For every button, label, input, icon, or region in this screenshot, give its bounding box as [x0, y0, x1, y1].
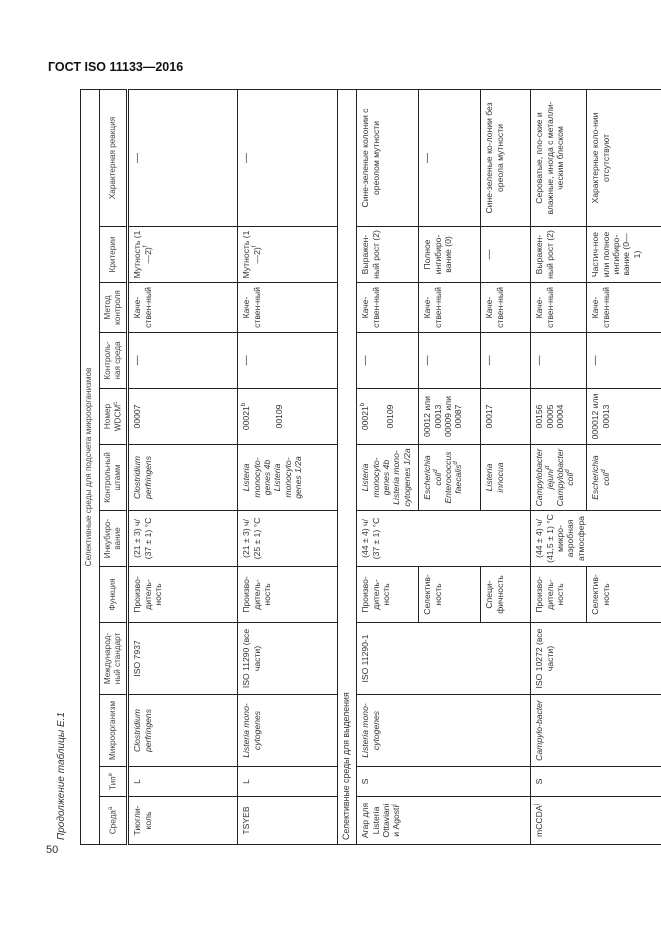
cell-medium: mCCDA$^j$ — [531, 797, 661, 845]
rotated-table-container — [80, 90, 642, 845]
section-row-isolation — [338, 90, 357, 845]
table-row — [128, 90, 238, 845]
col-header-function: Функция — [100, 567, 128, 623]
cell-control-strain: Escherichia coli$^d$ Enterococcus faecalis$^d$ — [419, 445, 481, 511]
cell-incubation: (44 ± 4) ч/ (41,5 ± 1) °C микро-аэробная атмосфера — [531, 511, 661, 567]
col-header-medium: Среда$^a$ — [100, 797, 128, 845]
cell-control-strain: Listeria innocua — [481, 445, 531, 511]
cell-function: Произво-дитель-ность — [238, 567, 338, 623]
cell-wdcm: 000012 или 00013 — [587, 389, 661, 445]
cell-microorganism: Campylo-bacter — [531, 695, 661, 767]
col-header-microorganism: Микроорганизм — [100, 695, 128, 767]
cell-criteria: — — [481, 227, 531, 283]
cell-standard: ISO 7937 — [128, 623, 238, 695]
cell-wdcm: 00017 — [481, 389, 531, 445]
col-header-wdcm: Номер WDCM$^c$ — [100, 389, 128, 445]
col-header-criteria: Критерии — [100, 227, 128, 283]
cell-control-strain: Listeria monocyto-genes 4b Listeria mono-cytogenes 1/2a — [357, 445, 419, 511]
cell-reaction: — — [238, 90, 338, 227]
cell-microorganism: Listeria mono-cytogenes — [357, 695, 531, 767]
cell-incubation: (21 ± 3) ч/ (37 ± 1) °C — [128, 511, 238, 567]
cell-reaction: Сине-зеленые колонии с ореолом мутности — [357, 90, 419, 227]
cell-wdcm: 00021$^b$ 00109 — [238, 389, 338, 445]
cell-function: Селектив-ность — [419, 567, 481, 623]
cell-function: Специ-фичность — [481, 567, 531, 623]
table-continuation-label: Продолжение таблицы Е.1 — [56, 712, 67, 840]
cell-control-medium: — — [531, 333, 587, 389]
cell-control-medium: — — [481, 333, 531, 389]
cell-criteria: Мутность (1—2)$^f$ — [238, 227, 338, 283]
cell-medium: Агар для Listeria Ottaviani и Agosti$^j$ — [357, 797, 531, 845]
cell-microorganism: Listeria mono-cytogenes — [238, 695, 338, 767]
cell-reaction: — — [419, 90, 481, 227]
cell-microorganism: Clostridium perfringens — [128, 695, 238, 767]
cell-wdcm: 00012 или 00013 00009 или 00087 — [419, 389, 481, 445]
section-heading-isolation: Селективные среды для выделения — [338, 90, 357, 845]
cell-reaction: Сероватые, пло-ские и влажные, иногда с металли-ческим блеском — [531, 90, 587, 227]
cell-reaction: Характерные коло-нии отсутствуют — [587, 90, 661, 227]
table-row — [357, 90, 419, 845]
cell-wdcm: 00007 — [128, 389, 238, 445]
col-header-control-strain: Контрольный штамм — [100, 445, 128, 511]
cell-reaction: — — [128, 90, 238, 227]
cell-type: S — [531, 767, 661, 797]
col-header-method: Метод контроля — [100, 283, 128, 333]
cell-control-strain: Campylobacter jejuni$^d$ Campylobacter coli$^d$ — [531, 445, 587, 511]
cell-function: Произво-дитель-ность — [128, 567, 238, 623]
table-row — [238, 90, 338, 845]
cell-type: L — [128, 767, 238, 797]
cell-medium: Тиогли-коль — [128, 797, 238, 845]
cell-method: Каче-ствен-ный — [481, 283, 531, 333]
cell-control-medium: — — [357, 333, 419, 389]
cell-control-strain: Clostridium perfringens — [128, 445, 238, 511]
cell-standard: ISO 11290-1 — [357, 623, 531, 695]
cell-type: S — [357, 767, 531, 797]
header-row — [100, 90, 128, 845]
cell-method: Каче-ствен-ный — [238, 283, 338, 333]
cell-method: Каче-ствен-ный — [531, 283, 587, 333]
cell-criteria: Мутность (1—2)$^f$ — [128, 227, 238, 283]
cell-control-medium: — — [238, 333, 338, 389]
cell-function: Селектив-ность — [587, 567, 661, 623]
media-table — [80, 89, 661, 845]
cell-standard: ISO 10272 (все части) — [531, 623, 661, 695]
cell-control-strain: Escherichia coli$^d$ — [587, 445, 661, 511]
cell-type: L — [238, 767, 338, 797]
cell-standard: ISO 11290 (все части) — [238, 623, 338, 695]
cell-criteria: Выражен-ный рост (2) — [357, 227, 419, 283]
table-row — [531, 90, 587, 845]
cell-reaction: Сине-зеленые ко-лонии без ореола мутности — [481, 90, 531, 227]
col-header-type: Тип$^e$ — [100, 767, 128, 797]
cell-criteria: Частич-ное или полное ингибиро-вание (0—1) — [587, 227, 661, 283]
cell-wdcm: 00156 00005 00004 — [531, 389, 587, 445]
cell-criteria: Полное ингибиро-вание (0) — [419, 227, 481, 283]
cell-method: Каче-ствен-ный — [419, 283, 481, 333]
col-header-incubation: Инкубиро-вание — [100, 511, 128, 567]
cell-control-medium: — — [128, 333, 238, 389]
cell-control-medium: — — [587, 333, 661, 389]
document-header: ГОСТ ISO 11133—2016 — [48, 60, 184, 74]
cell-criteria: Выражен-ный рост (2) — [531, 227, 587, 283]
cell-method: Каче-ствен-ный — [128, 283, 238, 333]
cell-method: Каче-ствен-ный — [357, 283, 419, 333]
cell-incubation: (21 ± 3) ч/ (25 ± 1) °C — [238, 511, 338, 567]
cell-medium: TSYEB — [238, 797, 338, 845]
col-header-reaction: Характерная реакция — [100, 90, 128, 227]
cell-wdcm: 00021$^b$ 00109 — [357, 389, 419, 445]
page-number: 50 — [46, 844, 59, 856]
cell-control-strain: Listeria monocyto-genes 4b Listeria monocyto-genes 1/2a — [238, 445, 338, 511]
section-row-counting — [81, 90, 100, 845]
col-header-control-medium: Контроль-ная среда — [100, 333, 128, 389]
cell-function: Произво-дитель-ность — [357, 567, 419, 623]
cell-method: Каче-ствен-ный — [587, 283, 661, 333]
cell-function: Произво-дитель-ность — [531, 567, 587, 623]
cell-incubation: (44 ± 4) ч/ (37 ± 1) °C — [357, 511, 531, 567]
cell-control-medium: — — [419, 333, 481, 389]
col-header-standard: Международ-ный стандарт — [100, 623, 128, 695]
section-heading-counting: Селективные среды для подсчета микроорганизмов — [81, 90, 100, 845]
